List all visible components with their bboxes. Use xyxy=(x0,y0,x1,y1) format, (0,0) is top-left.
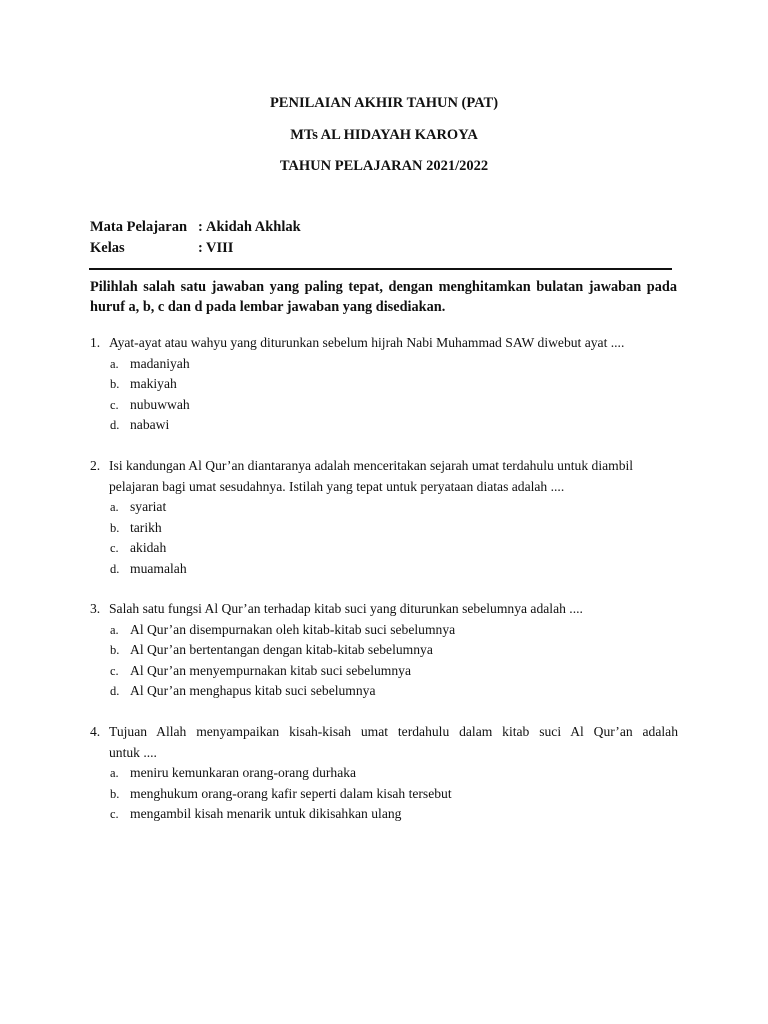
option-letter: c. xyxy=(110,397,119,412)
option-letter: b. xyxy=(110,377,120,391)
option-text: muamalah xyxy=(130,560,187,576)
option-text: Al Qur’an bertentangan dengan kitab-kitab sebelumnya xyxy=(130,642,433,657)
option-c xyxy=(72,538,678,559)
option-a xyxy=(72,497,678,518)
question-text xyxy=(72,333,678,354)
option-text: menghukum orang-orang kafir seperti dalam kisah tersebut xyxy=(130,785,452,801)
option-d xyxy=(72,681,678,702)
option-letter: d. xyxy=(110,561,120,576)
question-text xyxy=(72,722,678,743)
academic-year: TAHUN PELAJARAN 2021/2022 xyxy=(279,158,489,174)
question-stem: Salah satu fungsi Al Qur’an terhadap kitab suci yang diturunkan sebelumnya adalah .... xyxy=(109,601,583,616)
class-separator: : xyxy=(198,240,203,256)
option-b xyxy=(72,518,678,539)
option-b xyxy=(72,374,678,395)
question-3 xyxy=(72,599,678,702)
class-value: VIII xyxy=(206,240,234,256)
option-b xyxy=(72,640,678,661)
question-text-continued xyxy=(72,743,678,764)
option-c xyxy=(72,661,678,682)
option-text: nabawi xyxy=(130,417,170,432)
option-letter: b. xyxy=(110,643,120,657)
option-letter: c. xyxy=(110,807,119,821)
question-text xyxy=(72,456,678,497)
option-letter: a. xyxy=(110,500,119,514)
question-4 xyxy=(72,722,678,825)
subject-value: Akidah Akhlak xyxy=(206,219,301,235)
option-d xyxy=(72,559,678,580)
option-text: tarikh xyxy=(130,519,162,535)
question-stem-line-1: Tujuan Allah menyampaikan kisah-kisah umat terdahulu dalam kitab suci Al Qur’an adalah xyxy=(109,724,678,739)
option-text: syariat xyxy=(130,499,167,514)
option-text: nubuwwah xyxy=(130,396,190,412)
option-text: akidah xyxy=(130,540,167,555)
subject-row xyxy=(90,218,301,236)
option-letter: a. xyxy=(110,766,119,780)
school-name: MTs AL HIDAYAH KAROYA xyxy=(290,127,478,143)
class-row xyxy=(90,239,233,257)
question-1 xyxy=(72,333,678,436)
option-letter: b. xyxy=(110,786,120,801)
subject-label: Mata Pelajaran xyxy=(90,219,188,235)
option-letter: a. xyxy=(110,356,119,371)
question-stem-line-1: Isi kandungan Al Qur’an diantaranya adalah menceritakan sejarah umat terdahulu untuk diambil xyxy=(109,458,634,473)
question-number: 2. xyxy=(90,458,101,473)
option-a xyxy=(72,763,678,784)
option-text: mengambil kisah menarik untuk dikisahkan ulang xyxy=(130,806,402,821)
subject-separator: : xyxy=(198,219,203,235)
option-text: madaniyah xyxy=(130,355,190,371)
option-letter: d. xyxy=(110,418,120,432)
option-letter: c. xyxy=(110,541,119,555)
option-text: meniru kemunkaran orang-orang durhaka xyxy=(130,765,357,780)
option-c xyxy=(72,804,678,825)
question-stem: Ayat-ayat atau wahyu yang diturunkan sebelum hijrah Nabi Muhammad SAW diwebut ayat .... xyxy=(109,335,625,350)
option-letter: b. xyxy=(110,520,120,535)
option-text: Al Qur’an menyempurnakan kitab suci sebelumnya xyxy=(130,662,411,678)
question-2 xyxy=(72,456,678,579)
question-text xyxy=(72,599,678,620)
exam-title: PENILAIAN AKHIR TAHUN (PAT) xyxy=(269,95,499,111)
question-number: 4. xyxy=(90,724,101,739)
header-divider xyxy=(89,268,672,270)
option-text: makiyah xyxy=(130,376,177,391)
option-letter: d. xyxy=(110,684,120,698)
option-letter: c. xyxy=(110,663,119,678)
question-number: 1. xyxy=(90,335,101,350)
option-letter: a. xyxy=(110,622,119,637)
option-b xyxy=(72,784,678,805)
question-stem-line-2: untuk .... xyxy=(109,744,157,760)
question-number: 3. xyxy=(90,601,101,616)
option-c xyxy=(72,395,678,416)
option-text: Al Qur’an menghapus kitab suci sebelumnya xyxy=(130,683,376,698)
option-a xyxy=(72,354,678,375)
option-text: Al Qur’an disempurnakan oleh kitab-kitab suci sebelumnya xyxy=(130,621,456,637)
option-a xyxy=(72,620,678,641)
option-d xyxy=(72,415,678,436)
question-stem-line-2: pelajaran bagi umat sesudahnya. Istilah yang tepat untuk peryataan diatas adalah .... xyxy=(109,478,565,494)
instructions: Pilihlah salah satu jawaban yang paling tepat, dengan menghitamkan bulatan jawaban pada huruf a, b, c dan d pada lembar jawaban yang disediakan. xyxy=(90,279,677,315)
class-label: Kelas xyxy=(90,240,125,256)
